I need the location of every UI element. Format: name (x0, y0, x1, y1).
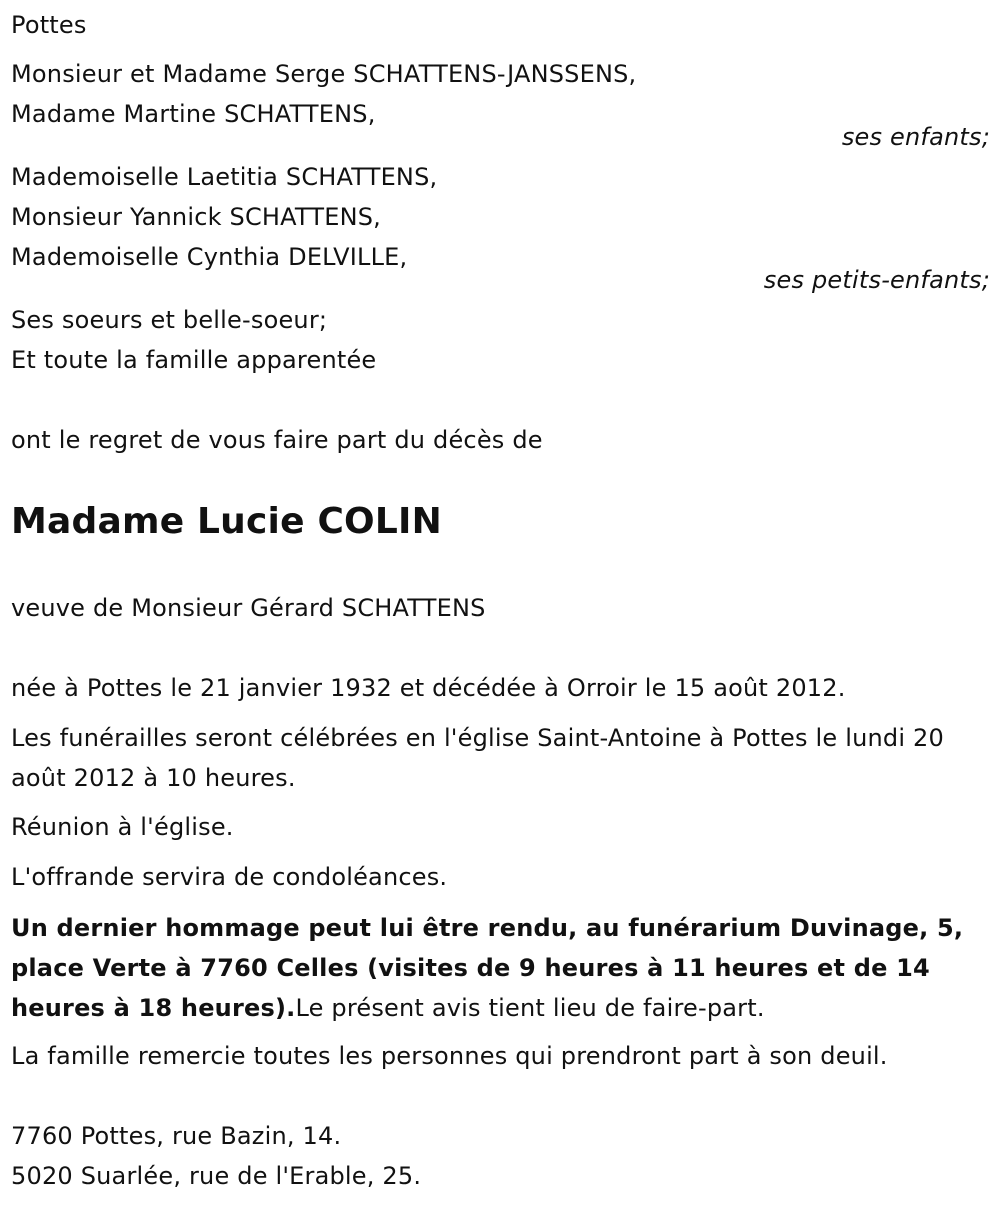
announcement-text: ont le regret de vous faire part du décès de (11, 426, 543, 454)
children-label: ses enfants; (841, 123, 990, 151)
deceased-name: Madame Lucie COLIN (11, 501, 442, 542)
grandchild-line-3: Mademoiselle Cynthia DELVILLE, (11, 243, 408, 271)
widow-of-text: veuve de Monsieur Gérard SCHATTENS (11, 594, 486, 622)
tribute-bold-text: Un dernier hommage peut lui être rendu, au funérarium Duvinage, 5, place Verte à 7760 Celles (visites de 9 heures à 11 heures et de 14 heures à 18 heures). (11, 914, 964, 1022)
notice-text: Le présent avis tient lieu de faire-part. (295, 994, 765, 1022)
address-line-1: 7760 Pottes, rue Bazin, 14. (11, 1122, 342, 1150)
thanks-text: La famille remercie toutes les personnes qui prendront part à son deuil. (11, 1042, 888, 1070)
child-line-1: Monsieur et Madame Serge SCHATTENS-JANSSENS, (11, 60, 637, 88)
family-line-1: Ses soeurs et belle-soeur; (11, 306, 328, 334)
family-line-2: Et toute la famille apparentée (11, 346, 377, 374)
grandchildren-label: ses petits-enfants; (763, 266, 990, 294)
location-header: Pottes (11, 11, 87, 39)
meeting-text: Réunion à l'église. (11, 813, 234, 841)
grandchild-line-2: Monsieur Yannick SCHATTENS, (11, 203, 381, 231)
funeral-text: Les funérailles seront célébrées en l'église Saint-Antoine à Pottes le lundi 20 août 2012 à 10 heures. (11, 724, 944, 792)
grandchild-line-1: Mademoiselle Laetitia SCHATTENS, (11, 163, 438, 191)
tribute-paragraph (11, 908, 991, 1028)
offering-text: L'offrande servira de condoléances. (11, 863, 448, 891)
address-line-2: 5020 Suarlée, rue de l'Erable, 25. (11, 1162, 422, 1190)
birth-death-text: née à Pottes le 21 janvier 1932 et décédée à Orroir le 15 août 2012. (11, 674, 846, 702)
child-line-2: Madame Martine SCHATTENS, (11, 100, 376, 128)
